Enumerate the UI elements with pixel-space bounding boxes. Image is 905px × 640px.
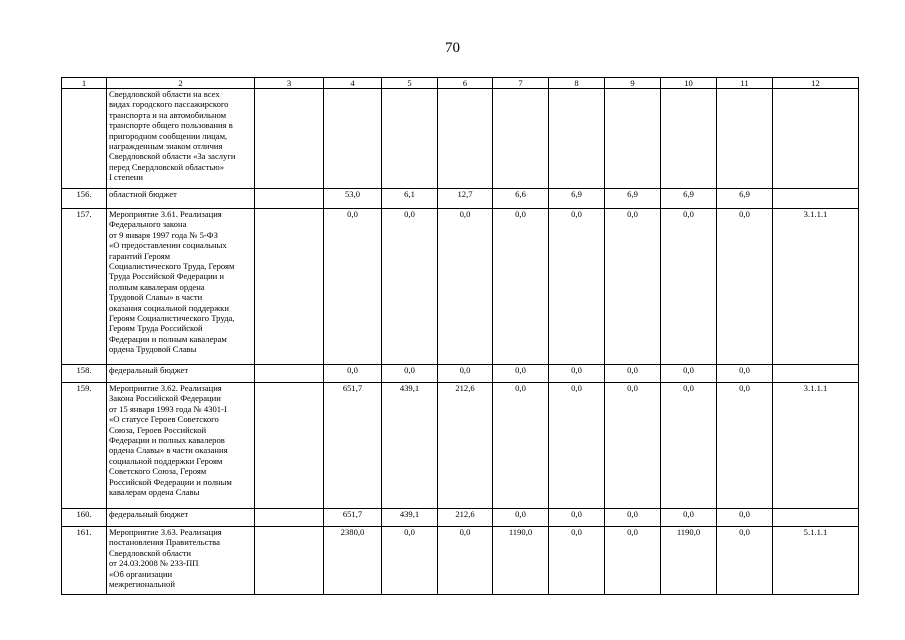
column-header-10: 10: [661, 78, 717, 89]
cell-col-6: 212,6: [438, 509, 493, 527]
column-header-9: 9: [605, 78, 661, 89]
cell-col-7: 0,0: [493, 509, 549, 527]
column-header-4: 4: [324, 78, 382, 89]
row-number: 157.: [62, 209, 107, 365]
column-header-2: 2: [107, 78, 255, 89]
cell-col-4: 53,0: [324, 189, 382, 209]
cell-col-11: 0,0: [717, 365, 773, 383]
cell-col-6: 12,7: [438, 189, 493, 209]
cell-col-9: [605, 89, 661, 189]
table-row: [62, 209, 859, 365]
cell-col-9: 0,0: [605, 383, 661, 509]
page-number: 70: [445, 40, 460, 56]
cell-col-11: [717, 89, 773, 189]
cell-col-9: 0,0: [605, 509, 661, 527]
row-number: [62, 89, 107, 189]
cell-col-11: 0,0: [717, 527, 773, 595]
row-name: Мероприятие 3.61. Реализация Федерального закона от 9 января 1997 года № 5-ФЗ «О предоставлении социальных гарантий Героям Социалистического Труда, Героям Труда Российской Федерации и полным кавалерам ордена Трудовой Славы» в части оказания социальной поддержки Героям Социалистического Труда, Героям Труда Российской Федерации и полным кавалерам ордена Трудовой Славы: [107, 209, 255, 365]
table-row: [62, 365, 859, 383]
table-row: [62, 509, 859, 527]
column-header-5: 5: [382, 78, 438, 89]
cell-col-10: [661, 89, 717, 189]
cell-col-3: [255, 89, 324, 189]
cell-col-9: 0,0: [605, 365, 661, 383]
cell-col-10: 0,0: [661, 365, 717, 383]
cell-col-6: [438, 89, 493, 189]
cell-col-9: 0,0: [605, 209, 661, 365]
cell-col-5: 6,1: [382, 189, 438, 209]
row-number: 161.: [62, 527, 107, 595]
cell-col-3: [255, 189, 324, 209]
cell-col-12: 3.1.1.1: [773, 383, 859, 509]
row-name: федеральный бюджет: [107, 365, 255, 383]
cell-col-8: 6,9: [549, 189, 605, 209]
cell-col-7: [493, 89, 549, 189]
row-number: 159.: [62, 383, 107, 509]
cell-col-4: 0,0: [324, 209, 382, 365]
cell-col-3: [255, 509, 324, 527]
row-name: областной бюджет: [107, 189, 255, 209]
budget-table: [61, 77, 859, 595]
column-header-3: 3: [255, 78, 324, 89]
row-name: федеральный бюджет: [107, 509, 255, 527]
cell-col-7: 0,0: [493, 383, 549, 509]
cell-col-8: 0,0: [549, 527, 605, 595]
cell-col-7: 0,0: [493, 365, 549, 383]
cell-col-5: [382, 89, 438, 189]
row-number: 156.: [62, 189, 107, 209]
table-row: [62, 527, 859, 595]
cell-col-4: [324, 89, 382, 189]
cell-col-3: [255, 383, 324, 509]
cell-col-12: 5.1.1.1: [773, 527, 859, 595]
cell-col-7: 6,6: [493, 189, 549, 209]
cell-col-12: [773, 365, 859, 383]
cell-col-12: [773, 189, 859, 209]
cell-col-3: [255, 209, 324, 365]
cell-col-9: 0,0: [605, 527, 661, 595]
cell-col-3: [255, 527, 324, 595]
cell-col-8: 0,0: [549, 383, 605, 509]
cell-col-7: 0,0: [493, 209, 549, 365]
row-name: Мероприятие 3.62. Реализация Закона Российской Федерации от 15 января 1993 года № 4301-I «О статусе Героев Советского Союза, Героев Российской Федерации и полных кавалеров ордена Славы» в части оказания социальной поддержки Героям Советского Союза, Героям Российской Федерации и полным кавалерам ордена Славы: [107, 383, 255, 509]
cell-col-4: 651,7: [324, 509, 382, 527]
cell-col-5: 0,0: [382, 209, 438, 365]
cell-col-6: 0,0: [438, 527, 493, 595]
cell-col-8: 0,0: [549, 365, 605, 383]
cell-col-6: 0,0: [438, 209, 493, 365]
column-header-1: 1: [62, 78, 107, 89]
table-row: [62, 189, 859, 209]
cell-col-4: 651,7: [324, 383, 382, 509]
cell-col-10: 6,9: [661, 189, 717, 209]
cell-col-8: 0,0: [549, 509, 605, 527]
cell-col-7: 1190,0: [493, 527, 549, 595]
cell-col-11: 0,0: [717, 509, 773, 527]
cell-col-3: [255, 365, 324, 383]
cell-col-9: 6,9: [605, 189, 661, 209]
column-header-8: 8: [549, 78, 605, 89]
column-header-12: 12: [773, 78, 859, 89]
cell-col-6: 212,6: [438, 383, 493, 509]
table-row: [62, 89, 859, 189]
cell-col-10: 0,0: [661, 383, 717, 509]
cell-col-11: 0,0: [717, 383, 773, 509]
cell-col-10: 1190,0: [661, 527, 717, 595]
column-header-6: 6: [438, 78, 493, 89]
row-name: Свердловской области на всех видах городского пассажирского транспорта и на автомобильном транспорте общего пользования в пригородном сообщении лицам, награжденным знаком отличия Свердловской области «За заслуги перед Свердловской областью» I степени: [107, 89, 255, 189]
cell-col-10: 0,0: [661, 509, 717, 527]
cell-col-8: 0,0: [549, 209, 605, 365]
cell-col-6: 0,0: [438, 365, 493, 383]
cell-col-12: 3.1.1.1: [773, 209, 859, 365]
row-number: 158.: [62, 365, 107, 383]
cell-col-12: [773, 509, 859, 527]
cell-col-4: 0,0: [324, 365, 382, 383]
cell-col-11: 0,0: [717, 209, 773, 365]
cell-col-4: 2380,0: [324, 527, 382, 595]
row-number: 160.: [62, 509, 107, 527]
row-name: Мероприятие 3.63. Реализация постановления Правительства Свердловской области от 24.03.2008 № 233-ПП «Об организации межрегиональной: [107, 527, 255, 595]
cell-col-5: 0,0: [382, 365, 438, 383]
cell-col-8: [549, 89, 605, 189]
cell-col-5: 439,1: [382, 383, 438, 509]
table-row: [62, 383, 859, 509]
cell-col-5: 0,0: [382, 527, 438, 595]
column-header-7: 7: [493, 78, 549, 89]
cell-col-12: [773, 89, 859, 189]
cell-col-11: 6,9: [717, 189, 773, 209]
cell-col-5: 439,1: [382, 509, 438, 527]
cell-col-10: 0,0: [661, 209, 717, 365]
column-header-11: 11: [717, 78, 773, 89]
table-header-row: [62, 78, 859, 89]
